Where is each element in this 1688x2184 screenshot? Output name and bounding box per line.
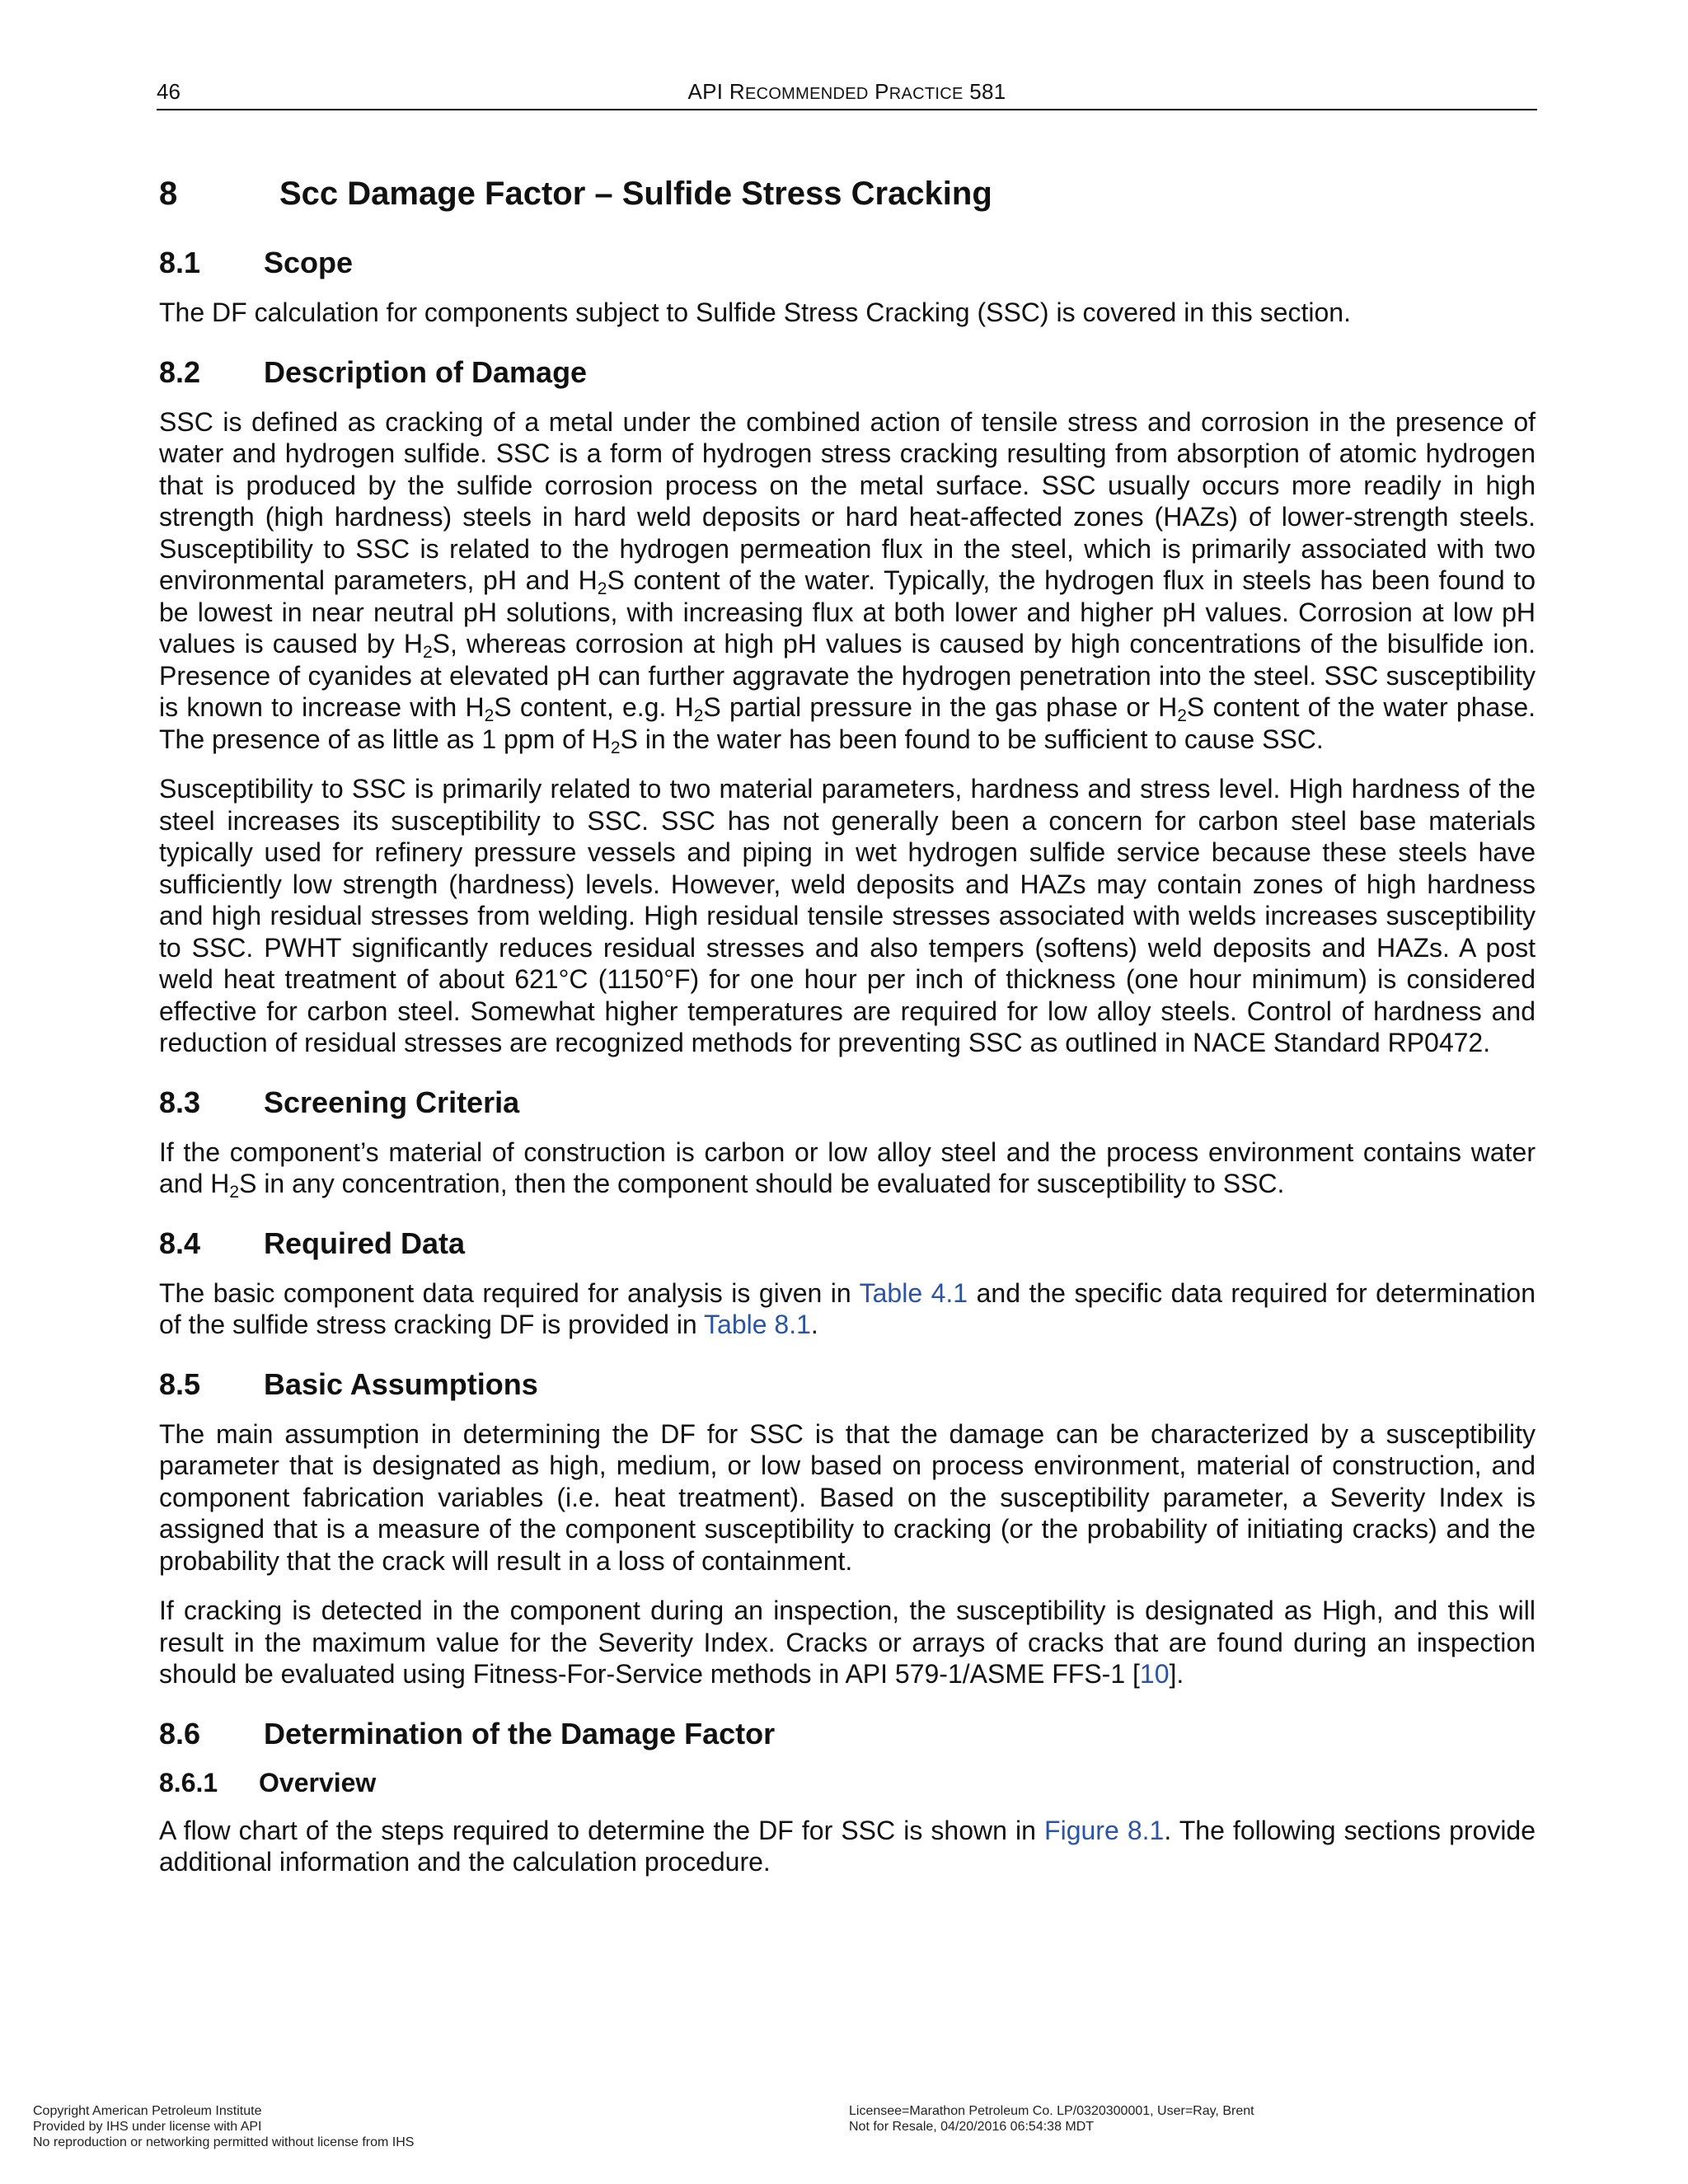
- heading-8-6: [159, 1717, 1536, 1751]
- text-run: The basic component data required for analysis is given in: [159, 1277, 860, 1308]
- figure-8-1-link[interactable]: Figure 8.1: [1044, 1815, 1165, 1845]
- subscript: 2: [597, 579, 607, 598]
- subscript: 2: [229, 1183, 240, 1202]
- heading-number: 8.6.1: [159, 1767, 218, 1797]
- subscript: 2: [610, 738, 621, 757]
- heading-8-4: [159, 1226, 1536, 1261]
- footer-copyright: [33, 2103, 414, 2150]
- paragraph: The DF calculation for components subject to Sulfide Stress Cracking (SSC) is covered in this section.: [159, 298, 1351, 327]
- text-run: If the component’s material of construction is carbon or low alloy steel and the process environment contains water and H: [159, 1137, 1536, 1198]
- table-8-1-link[interactable]: Table 8.1: [704, 1310, 811, 1339]
- running-title-part: RACTICE: [889, 85, 964, 103]
- text-run: S content of the water. Typically, the hydrogen flux in steels has been found to be lowest in near neutral pH solutions, with increasing flux at both lower and higher pH values. Corrosion at low pH values is caused by H: [159, 565, 1536, 658]
- section-heading: [159, 176, 1536, 213]
- subscript: 2: [484, 706, 495, 725]
- section-title: Scc Damage Factor – Sulfide Stress Cracking: [279, 176, 992, 212]
- heading-8-2: [159, 355, 1536, 390]
- footer-line: No reproduction or networking permitted without license from IHS: [33, 2135, 415, 2149]
- heading-title: Description of Damage: [264, 354, 588, 389]
- text-run: A flow chart of the steps required to determine the DF for SSC is shown in: [159, 1815, 1045, 1845]
- paragraph: [159, 406, 1536, 756]
- heading-number: 8.5: [159, 1366, 201, 1401]
- footer-license: [849, 2103, 1254, 2135]
- heading-number: 8.2: [159, 354, 201, 389]
- text-run: and the specific data required for determination of the sulfide stress cracking DF is provided in: [159, 1277, 1536, 1339]
- subscript: 2: [422, 643, 433, 662]
- page-number: 46: [157, 79, 181, 104]
- heading-8-5: [159, 1367, 1536, 1402]
- footer-line: Licensee=Marathon Petroleum Co. LP/0320300001, User=Ray, Brent: [849, 2104, 1254, 2118]
- heading-8-1: [159, 246, 1536, 280]
- heading-title: Determination of the Damage Factor: [264, 1716, 776, 1750]
- footer-line: Provided by IHS under license with API: [33, 2120, 262, 2134]
- running-title-part: 581: [963, 79, 1006, 104]
- heading-number: 8.3: [159, 1085, 201, 1119]
- paragraph: The main assumption in determining the DF for SSC is that the damage can be characterized by a susceptibility parameter that is designated as high, medium, or low based on process environment, material of construction, and component fabrication variables (i.e. heat treatment). Based on the susceptibility parameter, a Severity Index is assigned that is a measure of the component susceptibility to cracking (or the probability of initiating cracks) and the probability that the crack will result in a loss of containment.: [159, 1418, 1536, 1576]
- running-title: [157, 79, 1537, 105]
- text-run: ].: [1169, 1659, 1184, 1689]
- heading-number: 8.4: [159, 1226, 201, 1260]
- heading-title: Overview: [259, 1767, 377, 1797]
- heading-number: 8.1: [159, 246, 201, 279]
- paragraph: [159, 1277, 1536, 1341]
- footer-line: Not for Resale, 04/20/2016 06:54:38 MDT: [849, 2120, 1095, 2134]
- paragraph: Susceptibility to SSC is primarily related to two material parameters, hardness and stress level. High hardness of the steel increases its susceptibility to SSC. SSC has not generally been a concern for carbon steel base materials typically used for refinery pressure vessels and piping in wet hydrogen sulfide service because these steels have sufficiently low strength (hardness) levels. However, weld deposits and HAZs may contain zones of high hardness and high residual stresses from welding. High residual tensile stresses associated with welds increases susceptibility to SSC. PWHT significantly reduces residual stresses and also tempers (softens) weld deposits and HAZs. A post weld heat treatment of about 621°C (1150°F) for one hour per inch of thickness (one hour minimum) is considered effective for carbon steel. Somewhat higher temperatures are required for low alloy steels. Control of hardness and reduction of residual stresses are recognized methods for preventing SSC as outlined in NACE Standard RP0472.: [159, 774, 1536, 1057]
- text-run: S in any concentration, then the component should be evaluated for susceptibility to SSC.: [239, 1169, 1285, 1198]
- text-run: S content, e.g. H: [494, 692, 694, 722]
- page-content: [159, 176, 1536, 1896]
- footer-line: Copyright American Petroleum Institute: [33, 2104, 262, 2118]
- subscript: 2: [693, 706, 704, 725]
- text-run: S, whereas corrosion at high pH values is caused by high concentrations of the bisulfide ion. Presence of cyanides at elevated pH can further aggravate the hydrogen penetration into the steel. SSC susceptibility is known to increase with H: [159, 629, 1536, 722]
- heading-title: Basic Assumptions: [264, 1366, 538, 1401]
- section-number: 8: [159, 176, 178, 212]
- text-run: S content of the water phase. The presence of as little as 1 ppm of H: [159, 692, 1536, 754]
- table-4-1-link[interactable]: Table 4.1: [859, 1277, 968, 1308]
- paragraph: [159, 1137, 1536, 1200]
- text-run: S partial pressure in the gas phase or H: [703, 692, 1178, 722]
- text-run: S in the water has been found to be sufficient to cause SSC.: [620, 724, 1324, 754]
- running-title-part: P: [868, 79, 889, 104]
- running-title-part: ECOMMENDED: [744, 85, 869, 103]
- heading-number: 8.6: [159, 1716, 201, 1750]
- running-title-part: API R: [687, 79, 745, 104]
- text-run: SSC is defined as cracking of a metal under the combined action of tensile stress and corrosion in the presence of water and hydrogen sulfide. SSC is a form of hydrogen stress cracking resulting from absorption of atomic hydrogen that is produced by the sulfide corrosion process on the metal surface. SSC usually occurs more readily in high strength (high hardness) steels in hard weld deposits or hard heat-affected zones (HAZs) of lower-strength steels. Susceptibility to SSC is related to the hydrogen permeation flux in the steel, which is primarily associated with two environmental parameters, pH and H: [159, 406, 1536, 595]
- text-run: .: [810, 1310, 818, 1339]
- heading-8-3: [159, 1085, 1536, 1120]
- text-run: . The following sections provide additional information and the calculation procedure.: [159, 1815, 1536, 1877]
- subscript: 2: [1177, 706, 1187, 725]
- page-header: [157, 79, 1537, 110]
- heading-8-6-1: [159, 1768, 1536, 1798]
- paragraph: [159, 1815, 1536, 1878]
- heading-title: Screening Criteria: [264, 1085, 520, 1119]
- heading-title: Scope: [264, 246, 354, 279]
- reference-10-link[interactable]: 10: [1139, 1659, 1170, 1689]
- heading-title: Required Data: [264, 1226, 466, 1260]
- paragraph: [159, 1595, 1536, 1690]
- text-run: If cracking is detected in the component during an inspection, the susceptibility is designated as High, and this will result in the maximum value for the Severity Index. Cracks or arrays of cracks that are found during an inspection should be evaluated using Fitness-For-Service methods in API 579-1/ASME FFS-1 [: [159, 1596, 1536, 1689]
